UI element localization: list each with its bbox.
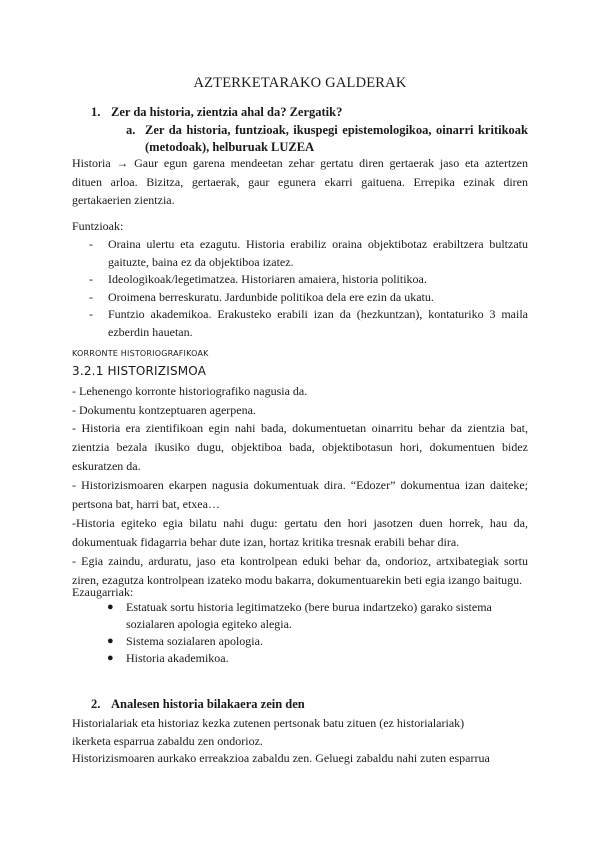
funtzioak-list <box>72 236 528 341</box>
question-1-text: Zer da historia, zientzia ahal da? Zergatik? <box>111 105 343 119</box>
list-item: ● Sistema sozialaren apologia. <box>107 634 263 648</box>
historizismoa-point: - Lehenengo korronte historiografiko nagusia da. <box>72 384 308 398</box>
question-2-text: Analesen historia bilakaera zein den <box>111 697 305 711</box>
page-title: AZTERKETARAKO GALDERAK <box>193 75 407 91</box>
list-item: - Ideologikoak/legetimatzea. Historiaren amaiera, historia politikoa. <box>89 272 427 286</box>
question-1-number: 1. <box>91 105 101 119</box>
historizismoa-point: - Egia zaindu, arduratu, jaso eta kontrolpean eduki behar da, ondorioz, artxibategiak sortu ziren, ezagutza kontrolpean izateko modu bakarra, dokumentuarekin beti egia izango baitugu. <box>72 554 528 587</box>
list-item: ● Historia akademikoa. <box>107 651 229 665</box>
question-1a-text: Zer da historia, funtzioak, ikuspegi epistemologikoa, oinarri kritikoak (metodoak), helburuak LUZEA <box>145 123 528 154</box>
section-heading: 3.2.1 HISTORIZISMOA <box>72 364 207 378</box>
question-2-number: 2. <box>91 697 101 711</box>
historizismoa-point: - Dokumentu kontzeptuaren agerpena. <box>72 403 256 417</box>
bullet-icon: ● <box>107 601 114 613</box>
bullet-icon: ● <box>107 652 114 664</box>
history-definition: Historia → Gaur egun garena mendeetan zehar gertatu diren gertaerak jaso eta aztertzen dituen arloa. Bizitza, gertaerak, gaur egunera ekarri gaituena. Errepika ezinak diren gertakaerien zientzia. <box>72 156 528 207</box>
bullet-icon: ● <box>107 635 114 647</box>
list-item: - Oroimena berreskuratu. Jardunbide politikoa dela ere ezin da ukatu. <box>89 289 434 304</box>
question-1a <box>126 122 528 156</box>
analesen-line: Historizismoaren aurkako erreakzioa zabaldu zen. Geluegi zabaldu nahi zuten esparrua <box>72 751 490 765</box>
ezaugarriak-label: Ezaugarriak: <box>72 585 134 599</box>
historizismoa-point: - Historia era zientifikoan egin nahi bada, dokumentuetan oinarritu behar da zientzia bat, zientzia bezala ikusiko dugu, objektiboa bada, objektibotasun hori, dokumentuen bidez eskuratzen da. <box>72 421 528 473</box>
historizismoa-point: - Historizismoaren ekarpen nagusia dokumentuak dira. “Edozer” dokumentua izan daiteke; pertsona bat, harri bat, etxea… <box>72 478 528 511</box>
funtzioak-label: Funtzioak: <box>72 219 124 233</box>
historizismoa-point: -Historia egiteko egia bilatu nahi dugu: gertatu den hori jasotzen duen horrek, hau da, dokumentuak fidagarria behar dute izan, hortaz kritika tresnak erabili behar dira. <box>72 516 528 549</box>
list-item: - Oraina ulertu eta ezagutu. Historia erabiliz oraina objektibotaz erabiltzera bultzatu gaituzte, baina ez da objektiboa izatez. <box>89 237 528 269</box>
korronte-heading: KORRONTE HISTORIOGRAFIKOAK <box>72 349 209 358</box>
analesen-line: ikerketa esparrua zabaldu zen ondorioz. <box>72 734 263 748</box>
analesen-line: Historialariak eta historiaz kezka zutenen pertsonak batu zituen (ez historialariak) <box>72 716 465 730</box>
ezaugarriak-list <box>107 599 507 667</box>
list-item: - Funtzio akademikoa. Erakusteko erabili izan da (hezkuntzan), kontaturiko 3 maila ezberdin hauetan. <box>89 307 528 339</box>
list-item: ● Estatuak sortu historia legitimatzeko (bere burua indartzeko) garako sistema sozialaren apologia egiteko alegia. <box>107 600 492 631</box>
question-1a-label: a. <box>126 123 136 137</box>
